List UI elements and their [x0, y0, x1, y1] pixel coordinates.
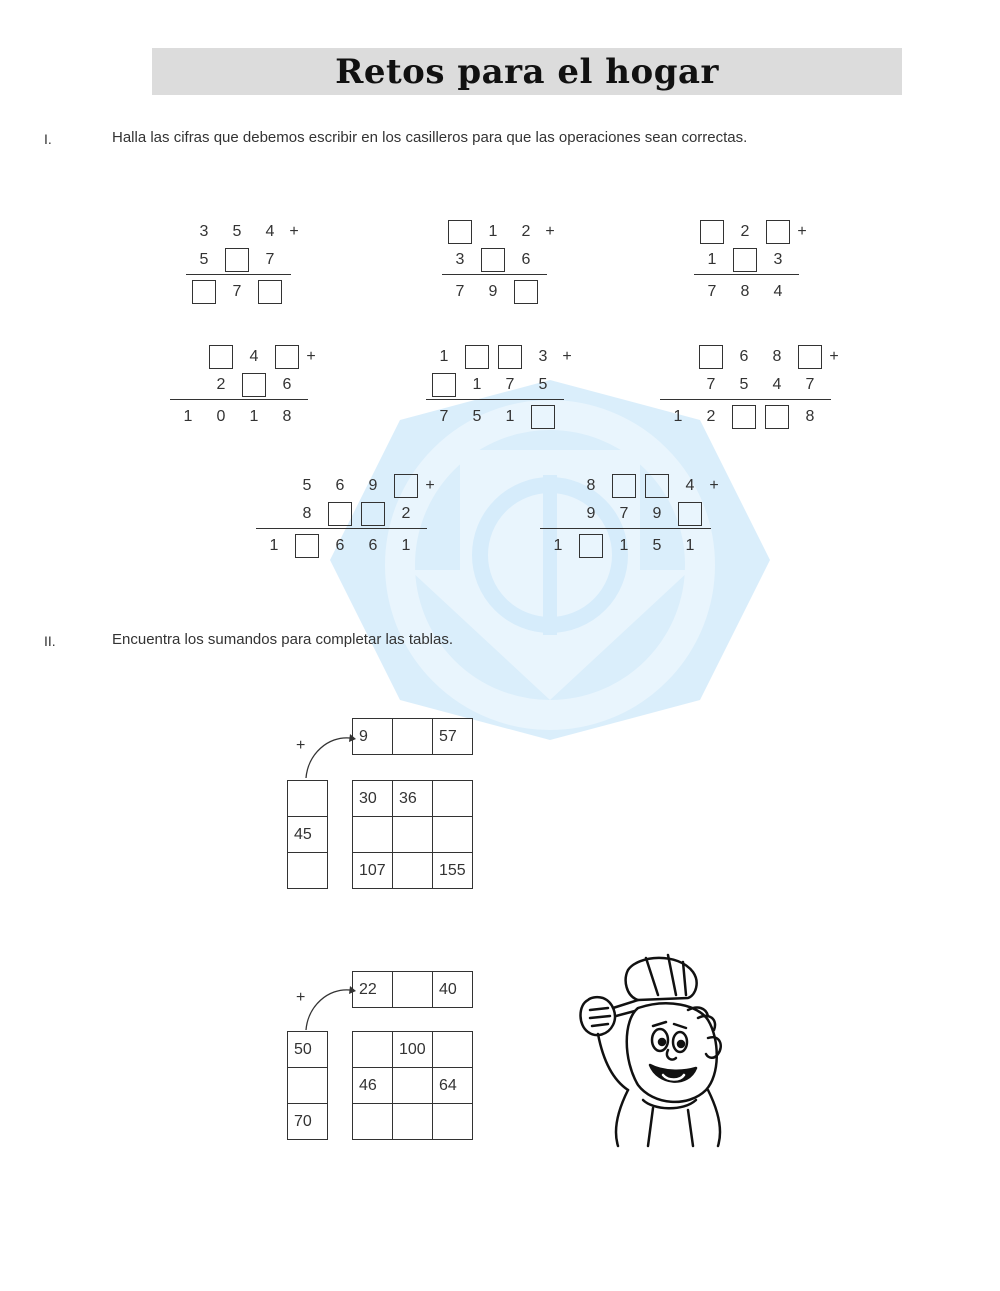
- table-cell: 40: [433, 972, 473, 1008]
- blank-cell-input[interactable]: [393, 817, 433, 853]
- result-digit: 4: [773, 283, 783, 300]
- digit: 5: [302, 477, 312, 494]
- result-digit: 8: [805, 408, 815, 425]
- digit-box-input[interactable]: [432, 373, 456, 397]
- digit: 7: [706, 376, 716, 393]
- digit-box-input[interactable]: [732, 405, 756, 429]
- digit: 4: [772, 376, 782, 393]
- table-2-grid: [352, 1031, 473, 1140]
- digit-box-input[interactable]: [242, 373, 266, 397]
- result-digit: 0: [216, 408, 226, 425]
- digit: 8: [302, 505, 312, 522]
- page-title: Retos para el hogar: [335, 51, 719, 92]
- plus-sign: +: [797, 223, 807, 240]
- table-cell: 30: [353, 781, 393, 817]
- section-1-number: I.: [44, 131, 52, 147]
- digit-box-input[interactable]: [700, 220, 724, 244]
- title-bar: [152, 48, 902, 95]
- table-cell: 50: [288, 1032, 328, 1068]
- result-digit: 1: [505, 408, 515, 425]
- sum-line: [256, 528, 427, 529]
- result-digit: 1: [685, 537, 695, 554]
- digit: 3: [199, 223, 209, 240]
- table-2-plus: +: [296, 989, 306, 1006]
- digit: 3: [773, 251, 783, 268]
- digit-box-input[interactable]: [798, 345, 822, 369]
- blank-cell-input[interactable]: [353, 817, 393, 853]
- digit: 5: [538, 376, 548, 393]
- sum-line: [186, 274, 291, 275]
- digit: 2: [216, 376, 226, 393]
- blank-cell-input[interactable]: [433, 1104, 473, 1140]
- digit-box-input[interactable]: [514, 280, 538, 304]
- logo-watermark-icon: [330, 380, 770, 740]
- digit: 6: [282, 376, 292, 393]
- result-digit: 1: [249, 408, 259, 425]
- digit: 3: [455, 251, 465, 268]
- table-cell: 9: [353, 719, 393, 755]
- result-digit: 8: [282, 408, 292, 425]
- plus-sign: +: [829, 348, 839, 365]
- digit: 6: [335, 477, 345, 494]
- digit: 5: [232, 223, 242, 240]
- digit: 7: [505, 376, 515, 393]
- digit: 8: [586, 477, 596, 494]
- plus-sign: +: [289, 223, 299, 240]
- digit: 9: [586, 505, 596, 522]
- plus-sign: +: [545, 223, 555, 240]
- digit-box-input[interactable]: [765, 405, 789, 429]
- blank-cell-input[interactable]: [393, 972, 433, 1008]
- digit: 2: [401, 505, 411, 522]
- blank-cell-input[interactable]: [288, 1068, 328, 1104]
- digit-box-input[interactable]: [394, 474, 418, 498]
- digit-box-input[interactable]: [481, 248, 505, 272]
- result-digit: 5: [472, 408, 482, 425]
- digit: 1: [472, 376, 482, 393]
- blank-cell-input[interactable]: [433, 817, 473, 853]
- digit: 4: [685, 477, 695, 494]
- result-digit: 7: [232, 283, 242, 300]
- digit-box-input[interactable]: [498, 345, 522, 369]
- blank-cell-input[interactable]: [288, 853, 328, 889]
- blank-cell-input[interactable]: [393, 1068, 433, 1104]
- result-digit: 1: [619, 537, 629, 554]
- digit: 7: [265, 251, 275, 268]
- section-2-number: II.: [44, 633, 56, 649]
- digit: 2: [521, 223, 531, 240]
- digit: 6: [739, 348, 749, 365]
- digit-box-input[interactable]: [579, 534, 603, 558]
- result-digit: 7: [455, 283, 465, 300]
- digit: 3: [538, 348, 548, 365]
- result-digit: 6: [335, 537, 345, 554]
- digit: 9: [368, 477, 378, 494]
- table-1-grid: [352, 780, 473, 889]
- plus-sign: +: [425, 477, 435, 494]
- plus-sign: +: [306, 348, 316, 365]
- plus-sign: +: [709, 477, 719, 494]
- sum-line: [540, 528, 711, 529]
- digit: 5: [199, 251, 209, 268]
- digit-box-input[interactable]: [258, 280, 282, 304]
- blank-cell-input[interactable]: [393, 853, 433, 889]
- blank-cell-input[interactable]: [288, 781, 328, 817]
- digit-box-input[interactable]: [766, 220, 790, 244]
- result-digit: 6: [368, 537, 378, 554]
- digit-box-input[interactable]: [225, 248, 249, 272]
- digit-box-input[interactable]: [328, 502, 352, 526]
- curved-arrow-icon: [298, 976, 358, 1032]
- digit-box-input[interactable]: [733, 248, 757, 272]
- digit-box-input[interactable]: [192, 280, 216, 304]
- table-cell: 100: [393, 1032, 433, 1068]
- digit: 1: [488, 223, 498, 240]
- digit-box-input[interactable]: [531, 405, 555, 429]
- digit-box-input[interactable]: [699, 345, 723, 369]
- digit: 9: [652, 505, 662, 522]
- digit-box-input[interactable]: [678, 502, 702, 526]
- sum-line: [694, 274, 799, 275]
- result-digit: 1: [673, 408, 683, 425]
- blank-cell-input[interactable]: [433, 1032, 473, 1068]
- digit-box-input[interactable]: [645, 474, 669, 498]
- result-digit: 1: [269, 537, 279, 554]
- table-cell: 46: [353, 1068, 393, 1104]
- table-cell: 155: [433, 853, 473, 889]
- result-digit: 1: [553, 537, 563, 554]
- digit-box-input[interactable]: [295, 534, 319, 558]
- table-cell: 36: [393, 781, 433, 817]
- result-digit: 2: [706, 408, 716, 425]
- table-cell: 64: [433, 1068, 473, 1104]
- result-digit: 7: [439, 408, 449, 425]
- plus-sign: +: [562, 348, 572, 365]
- result-digit: 8: [740, 283, 750, 300]
- table-2-left-col: [287, 1031, 328, 1140]
- sum-line: [426, 399, 564, 400]
- result-digit: 7: [707, 283, 717, 300]
- table-cell: 45: [288, 817, 328, 853]
- blank-cell-input[interactable]: [393, 719, 433, 755]
- digit: 6: [521, 251, 531, 268]
- table-cell: 107: [353, 853, 393, 889]
- digit-box-input[interactable]: [612, 474, 636, 498]
- digit-box-input[interactable]: [275, 345, 299, 369]
- table-1-top-row: [352, 718, 473, 755]
- blank-cell-input[interactable]: [353, 1032, 393, 1068]
- section-2-instruction: Encuentra los sumandos para completar las tablas.: [112, 631, 454, 648]
- digit: 8: [772, 348, 782, 365]
- digit-box-input[interactable]: [361, 502, 385, 526]
- result-digit: 9: [488, 283, 498, 300]
- sum-line: [442, 274, 547, 275]
- digit-box-input[interactable]: [209, 345, 233, 369]
- sum-line: [660, 399, 831, 400]
- table-2-top-row: [352, 971, 473, 1008]
- blank-cell-input[interactable]: [353, 1104, 393, 1140]
- table-cell: 22: [353, 972, 393, 1008]
- table-1-plus: +: [296, 737, 306, 754]
- digit: 1: [439, 348, 449, 365]
- digit: 1: [707, 251, 717, 268]
- blank-cell-input[interactable]: [393, 1104, 433, 1140]
- digit: 7: [619, 505, 629, 522]
- result-digit: 1: [183, 408, 193, 425]
- digit-box-input[interactable]: [448, 220, 472, 244]
- digit: 4: [265, 223, 275, 240]
- result-digit: 1: [401, 537, 411, 554]
- table-cell: 70: [288, 1104, 328, 1140]
- digit: 2: [740, 223, 750, 240]
- section-1-instruction: Halla las cifras que debemos escribir en los casilleros para que las operaciones sean correctas.: [112, 129, 748, 146]
- boy-cap-icon: [568, 950, 728, 1150]
- digit: 5: [739, 376, 749, 393]
- curved-arrow-icon: [298, 724, 358, 780]
- blank-cell-input[interactable]: [433, 781, 473, 817]
- result-digit: 5: [652, 537, 662, 554]
- digit: 7: [805, 376, 815, 393]
- digit: 4: [249, 348, 259, 365]
- sum-line: [170, 399, 308, 400]
- table-cell: 57: [433, 719, 473, 755]
- table-1-left-col: [287, 780, 328, 889]
- digit-box-input[interactable]: [465, 345, 489, 369]
